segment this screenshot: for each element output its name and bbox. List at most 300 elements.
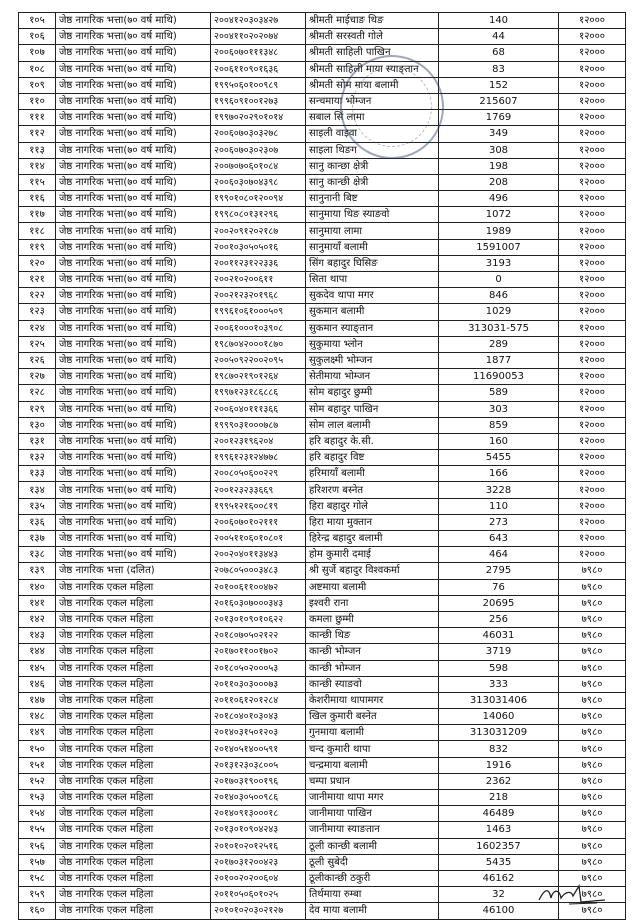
table-row [19,417,626,433]
serial-number-cell: १३९ [19,563,56,579]
amount-cell: ७९८० [559,903,626,919]
amount-cell: १२००० [559,547,626,563]
table-row [19,369,626,385]
table-row [19,790,626,806]
account-number-cell: 859 [439,417,559,433]
account-number-cell: 76 [439,579,559,595]
serial-number-cell: १४२ [19,611,56,627]
serial-number-cell: ११८ [19,223,56,239]
serial-number-cell: ११२ [19,126,56,142]
table-row [19,741,626,757]
account-number-cell: 218 [439,790,559,806]
table-row [19,498,626,514]
citizenship-number-cell: १९९५१२१६००८१९ [211,498,306,514]
amount-cell: १२००० [559,142,626,158]
amount-cell: १२००० [559,482,626,498]
beneficiary-name-cell: सुकुलक्ष्मी भोम्जन [306,352,439,368]
account-number-cell: 1072 [439,207,559,223]
category-cell: जेष्ठ नागरिक भत्ता(७० वर्ष माथि) [56,77,211,93]
account-number-cell: 208 [439,174,559,190]
account-number-cell: 1916 [439,757,559,773]
category-cell: जेष्ठ नागरिक भत्ता(७० वर्ष माथि) [56,385,211,401]
citizenship-number-cell: २०१६०३०७०००३४३ [211,595,306,611]
category-cell: जेष्ठ नागरिक भत्ता(७० वर्ष माथि) [56,207,211,223]
serial-number-cell: १४९ [19,725,56,741]
amount-cell: १२००० [559,255,626,271]
citizenship-number-cell: २००१०३०५०५०१६ [211,239,306,255]
table-row [19,385,626,401]
amount-cell: १२००० [559,450,626,466]
serial-number-cell: १५४ [19,806,56,822]
account-number-cell: 68 [439,45,559,61]
serial-number-cell: १२८ [19,385,56,401]
serial-number-cell: १२९ [19,401,56,417]
category-cell: जेष्ठ नागरिक भत्ता(७० वर्ष माथि) [56,45,211,61]
table-row [19,611,626,627]
beneficiary-name-cell: सेतीमाया भोम्जन [306,369,439,385]
beneficiary-name-cell: सानुमाया थिङ स्याङवो [306,207,439,223]
amount-cell: १२००० [559,158,626,174]
citizenship-number-cell: २००२०४०११३४४३ [211,547,306,563]
beneficiary-name-cell: सबाल सिं लामा [306,110,439,126]
table-row [19,725,626,741]
citizenship-number-cell: २००६११०९०१६३६ [211,61,306,77]
citizenship-number-cell: २०१७०११००१७०२ [211,644,306,660]
category-cell: जेष्ठ नागरिक भत्ता(७० वर्ष माथि) [56,482,211,498]
table-row [19,433,626,449]
table-row [19,304,626,320]
beneficiary-name-cell: सन्चमाया भोम्जन [306,93,439,109]
category-cell: जेष्ठ नागरिक एकल महिला [56,773,211,789]
table-row [19,158,626,174]
account-number-cell: 303 [439,401,559,417]
account-number-cell: 46100 [439,903,559,919]
account-number-cell: 589 [439,385,559,401]
citizenship-number-cell: २०१०१०२०१२५१६ [211,838,306,854]
beneficiary-name-cell: ठूली कान्छी बलामी [306,838,439,854]
account-number-cell: 349 [439,126,559,142]
citizenship-number-cell: २०१८०४०१०३०४३ [211,709,306,725]
category-cell: जेष्ठ नागरिक एकल महिला [56,579,211,595]
beneficiary-name-cell: सुकुमाया भ्लोन [306,336,439,352]
serial-number-cell: १५५ [19,822,56,838]
account-number-cell: 289 [439,336,559,352]
category-cell: जेष्ठ नागरिक एकल महिला [56,611,211,627]
category-cell: जेष्ठ नागरिक भत्ता(७० वर्ष माथि) [56,61,211,77]
serial-number-cell: १४५ [19,660,56,676]
amount-cell: ७९८० [559,790,626,806]
table-row [19,352,626,368]
citizenship-number-cell: २००४११०२०२०७४ [211,29,306,45]
table-row [19,93,626,109]
table-row [19,207,626,223]
citizenship-number-cell: २००४१२०३०३४२७ [211,13,306,29]
table-row [19,45,626,61]
table-row [19,692,626,708]
citizenship-number-cell: २०११०६१२०१२८४ [211,692,306,708]
account-number-cell: 1877 [439,352,559,368]
serial-number-cell: १५२ [19,773,56,789]
serial-number-cell: ११५ [19,174,56,190]
amount-cell: १२००० [559,320,626,336]
signature-mark [535,878,615,908]
amount-cell: १२००० [559,93,626,109]
beneficiary-name-cell: चम्पा प्रधान [306,773,439,789]
table-row [19,822,626,838]
citizenship-number-cell: २०१३०१०९०४२४३ [211,822,306,838]
beneficiary-name-cell: जानीमाया पाखिन [306,806,439,822]
serial-number-cell: १२७ [19,369,56,385]
citizenship-number-cell: २००२०९१२०२१८७ [211,223,306,239]
serial-number-cell: १६० [19,903,56,919]
serial-number-cell: १३५ [19,498,56,514]
beneficiary-name-cell: सोम बहादुर छुम्मी [306,385,439,401]
category-cell: जेष्ठ नागरिक भत्ता(७० वर्ष माथि) [56,13,211,29]
amount-cell: ७९८० [559,854,626,870]
serial-number-cell: १२६ [19,352,56,368]
account-number-cell: 3719 [439,644,559,660]
account-number-cell: 44 [439,29,559,45]
citizenship-number-cell: २००६१०००१०३९०८ [211,320,306,336]
amount-cell: १२००० [559,369,626,385]
category-cell: जेष्ठ नागरिक भत्ता(७० वर्ष माथि) [56,352,211,368]
citizenship-number-cell: २०१४०३०५००९८६ [211,790,306,806]
category-cell: जेष्ठ नागरिक एकल महिला [56,595,211,611]
amount-cell: १२००० [559,288,626,304]
beneficiary-name-cell: सानुमाया लामा [306,223,439,239]
table-row [19,757,626,773]
beneficiary-name-cell: सुकमान स्याङ्तान [306,320,439,336]
category-cell: जेष्ठ नागरिक एकल महिला [56,709,211,725]
amount-cell: ७९८० [559,676,626,692]
table-row [19,320,626,336]
serial-number-cell: ११० [19,93,56,109]
amount-cell: १२००० [559,433,626,449]
beneficiary-name-cell: तिर्थमाया रुम्बा [306,887,439,903]
amount-cell: १२००० [559,110,626,126]
beneficiary-name-cell: सानुनानी बिष्ट [306,191,439,207]
citizenship-number-cell: २००५०९२२००२०९५ [211,352,306,368]
category-cell: जेष्ठ नागरिक भत्ता(७० वर्ष माथि) [56,498,211,514]
table-row [19,806,626,822]
amount-cell: १२००० [559,13,626,29]
beneficiary-name-cell: सोम बहादुर पाखिन [306,401,439,417]
serial-number-cell: ११४ [19,158,56,174]
citizenship-number-cell: १९९०१०८०१२००९४ [211,191,306,207]
table-row [19,466,626,482]
amount-cell: १२००० [559,207,626,223]
beneficiary-name-cell: चन्द कुमारी थापा [306,741,439,757]
citizenship-number-cell: १९९८०८०१३१२९६ [211,207,306,223]
serial-number-cell: १०९ [19,77,56,93]
account-number-cell: 333 [439,676,559,692]
amount-cell: १२००० [559,239,626,255]
beneficiary-name-cell: देव माया बलामी [306,903,439,919]
serial-number-cell: १०८ [19,61,56,77]
amount-cell: १२००० [559,466,626,482]
account-number-cell: 14060 [439,709,559,725]
beneficiary-name-cell: कान्छी थिङ [306,628,439,644]
serial-number-cell: १४४ [19,644,56,660]
serial-number-cell: १३३ [19,466,56,482]
category-cell: जेष्ठ नागरिक एकल महिला [56,854,211,870]
amount-cell: ७९८० [559,757,626,773]
citizenship-number-cell: २०१८०७०५०२१२२ [211,628,306,644]
account-number-cell: 152 [439,77,559,93]
account-number-cell: 160 [439,433,559,449]
table-row [19,272,626,288]
table-row [19,239,626,255]
citizenship-number-cell: १९९६१२३१२४७७८ [211,450,306,466]
beneficiary-name-cell: केशरीमाया थापामगर [306,692,439,708]
citizenship-number-cell: २००६०७०३०३२७८ [211,126,306,142]
serial-number-cell: १२२ [19,288,56,304]
category-cell: जेष्ठ नागरिक एकल महिला [56,903,211,919]
account-number-cell: 313031406 [439,692,559,708]
serial-number-cell: १२५ [19,336,56,352]
account-number-cell: 308 [439,142,559,158]
citizenship-number-cell: १९९६०९१००१२७३ [211,93,306,109]
category-cell: जेष्ठ नागरिक भत्ता(७० वर्ष माथि) [56,320,211,336]
serial-number-cell: १२० [19,255,56,271]
beneficiary-name-cell: श्रीमती साहिली माया स्याङ्तान [306,61,439,77]
account-number-cell: 0 [439,272,559,288]
citizenship-number-cell: २००६०७०१११३४८ [211,45,306,61]
amount-cell: १२००० [559,45,626,61]
account-number-cell: 313031-575 [439,320,559,336]
beneficiary-name-cell: श्रीमती साहिली पाखिन [306,45,439,61]
serial-number-cell: १३२ [19,450,56,466]
citizenship-number-cell: २०१४०३१५०१२०३ [211,725,306,741]
citizenship-number-cell: १९९७१२३१८६८८६ [211,385,306,401]
beneficiary-name-cell: अष्टमाया बलामी [306,579,439,595]
account-number-cell: 273 [439,514,559,530]
serial-number-cell: १४३ [19,628,56,644]
amount-cell: ७९८० [559,709,626,725]
serial-number-cell: १५७ [19,854,56,870]
category-cell: जेष्ठ नागरिक एकल महिला [56,806,211,822]
category-cell: जेष्ठ नागरिक भत्ता(७० वर्ष माथि) [56,417,211,433]
amount-cell: ७९८० [559,563,626,579]
account-number-cell: 140 [439,13,559,29]
account-number-cell: 464 [439,547,559,563]
serial-number-cell: १५१ [19,757,56,773]
table-row [19,482,626,498]
beneficiary-name-cell: श्रीमती सरस्वती गोले [306,29,439,45]
table-row [19,29,626,45]
amount-cell: ७९८० [559,692,626,708]
table-row [19,676,626,692]
beneficiary-name-cell: जानीमाया स्याङतान [306,822,439,838]
account-number-cell: 215607 [439,93,559,109]
citizenship-number-cell: २०१७०३१२००४२३ [211,854,306,870]
account-number-cell: 1989 [439,223,559,239]
serial-number-cell: १०७ [19,45,56,61]
beneficiary-name-cell: हिरा माया मुक्तान [306,514,439,530]
citizenship-number-cell: २०१४०५१४००५९१ [211,741,306,757]
table-row [19,223,626,239]
citizenship-number-cell: १९९७०२०२९०१०१४ [211,110,306,126]
category-cell: जेष्ठ नागरिक भत्ता(७० वर्ष माथि) [56,255,211,271]
table-row [19,126,626,142]
account-number-cell: 1602357 [439,838,559,854]
category-cell: जेष्ठ नागरिक भत्ता(७० वर्ष माथि) [56,126,211,142]
beneficiary-name-cell: कान्छी भोम्जन [306,644,439,660]
beneficiary-name-cell: कमला छुम्मी [306,611,439,627]
citizenship-number-cell: २००५११०६०१०८०१ [211,531,306,547]
account-number-cell: 32 [439,887,559,903]
beneficiary-name-cell: कान्छी भोम्जन [306,660,439,676]
citizenship-number-cell: २०१००६११००४७२ [211,579,306,595]
category-cell: जेष्ठ नागरिक भत्ता(७० वर्ष माथि) [56,401,211,417]
amount-cell: ७९८० [559,773,626,789]
citizenship-number-cell: १९९५०६०१००९८९ [211,77,306,93]
beneficiary-name-cell: हिरेन्द्र बहादुर बलामी [306,531,439,547]
beneficiary-name-cell: ठूलीकान्छी ठकुरी [306,870,439,886]
table-row [19,595,626,611]
amount-cell: १२००० [559,29,626,45]
beneficiary-name-cell: चन्द्रमाया बलामी [306,757,439,773]
table-row [19,142,626,158]
account-number-cell: 313031209 [439,725,559,741]
amount-cell: ७९८० [559,579,626,595]
category-cell: जेष्ठ नागरिक भत्ता(७० वर्ष माथि) [56,369,211,385]
serial-number-cell: १४१ [19,595,56,611]
amount-cell: १२००० [559,531,626,547]
table-row [19,191,626,207]
beneficiary-name-cell: सिंग बहादुर घिसिङ [306,255,439,271]
category-cell: जेष्ठ नागरिक एकल महिला [56,644,211,660]
beneficiary-name-cell: सोम लाल बलामी [306,417,439,433]
category-cell: जेष्ठ नागरिक भत्ता(७० वर्ष माथि) [56,158,211,174]
account-number-cell: 1463 [439,822,559,838]
account-number-cell: 46489 [439,806,559,822]
citizenship-number-cell: १९८७०४२०००१८७० [211,336,306,352]
citizenship-number-cell: २०१३०१०९०१०६२२ [211,611,306,627]
category-cell: जेष्ठ नागरिक भत्ता(७० वर्ष माथि) [56,110,211,126]
citizenship-number-cell: २००११२३१२२३३६ [211,255,306,271]
category-cell: जेष्ठ नागरिक एकल महिला [56,822,211,838]
amount-cell: १२००० [559,336,626,352]
amount-cell: १२००० [559,304,626,320]
account-number-cell: 5455 [439,450,559,466]
citizenship-number-cell: २०१४०९१३०००१८ [211,806,306,822]
account-number-cell: 1029 [439,304,559,320]
account-number-cell: 46162 [439,870,559,886]
amount-cell: १२००० [559,223,626,239]
beneficiary-name-cell: साइली वाइवा [306,126,439,142]
table-row [19,563,626,579]
category-cell: जेष्ठ नागरिक एकल महिला [56,660,211,676]
citizenship-number-cell: २००६०४०१११३६६ [211,401,306,417]
beneficiary-name-cell: श्रीमती माईचाङ थिङ [306,13,439,29]
beneficiary-name-cell: हरि बहादुर के.सी. [306,433,439,449]
account-number-cell: 11690053 [439,369,559,385]
citizenship-number-cell: २००८०५०६००२२९ [211,466,306,482]
category-cell: जेष्ठ नागरिक भत्ता(७० वर्ष माथि) [56,466,211,482]
amount-cell: ७९८० [559,628,626,644]
beneficiary-name-cell: गुनमाया बलामी [306,725,439,741]
citizenship-number-cell: २००१२३२३३६६९ [211,482,306,498]
category-cell: जेष्ठ नागरिक एकल महिला [56,790,211,806]
category-cell: जेष्ठ नागरिक भत्ता(७० वर्ष माथि) [56,272,211,288]
table-row [19,288,626,304]
serial-number-cell: १२३ [19,304,56,320]
table-row [19,773,626,789]
account-number-cell: 2795 [439,563,559,579]
serial-number-cell: १५३ [19,790,56,806]
category-cell: जेष्ठ नागरिक भत्ता(७० वर्ष माथि) [56,531,211,547]
beneficiary-name-cell: खिल कुमारी बस्नेत [306,709,439,725]
citizenship-number-cell: २०११०५०६०१०२५ [211,887,306,903]
account-number-cell: 2362 [439,773,559,789]
amount-cell: ७९८० [559,611,626,627]
serial-number-cell: १४० [19,579,56,595]
serial-number-cell: १५८ [19,870,56,886]
account-number-cell: 83 [439,61,559,77]
category-cell: जेष्ठ नागरिक एकल महिला [56,628,211,644]
amount-cell: १२००० [559,417,626,433]
table-row [19,255,626,271]
table-row [19,579,626,595]
beneficiary-name-cell: होम कुमारी दमाई [306,547,439,563]
amount-cell: ७९८० [559,838,626,854]
beneficiary-name-cell: सानु कान्छी क्षेत्री [306,174,439,190]
beneficiary-name-cell: सिता थापा [306,272,439,288]
account-number-cell: 5435 [439,854,559,870]
citizenship-number-cell: २००२१०२००६११ [211,272,306,288]
category-cell: जेष्ठ नागरिक भत्ता(७० वर्ष माथि) [56,433,211,449]
citizenship-number-cell: २०१०१०२०३०२१२७ [211,903,306,919]
table-row [19,401,626,417]
amount-cell: १२००० [559,401,626,417]
table-row [19,61,626,77]
table-row [19,13,626,29]
table-row [19,77,626,93]
category-cell: जेष्ठ नागरिक एकल महिला [56,692,211,708]
amount-cell: १२००० [559,514,626,530]
amount-cell: ७९८० [559,725,626,741]
category-cell: जेष्ठ नागरिक भत्ता(७० वर्ष माथि) [56,514,211,530]
table-row [19,531,626,547]
account-number-cell: 3228 [439,482,559,498]
account-number-cell: 1591007 [439,239,559,255]
table-row [19,336,626,352]
citizenship-number-cell: २००६०३०७०४३९८ [211,174,306,190]
category-cell: जेष्ठ नागरिक भत्ता(७० वर्ष माथि) [56,336,211,352]
beneficiary-name-cell: हरिमायाँ बलामी [306,466,439,482]
serial-number-cell: ११७ [19,207,56,223]
amount-cell: ७९८० [559,644,626,660]
serial-number-cell: ११६ [19,191,56,207]
table-row [19,450,626,466]
beneficiary-name-cell: सानुमायाँ बलामी [306,239,439,255]
citizenship-number-cell: १९९९०३१०००७८७ [211,417,306,433]
serial-number-cell: १११ [19,110,56,126]
category-cell: जेष्ठ नागरिक भत्ता(७० वर्ष माथि) [56,174,211,190]
beneficiary-name-cell: इश्वरी राना [306,595,439,611]
amount-cell: ७९८० [559,822,626,838]
category-cell: जेष्ठ नागरिक एकल महिला [56,741,211,757]
serial-number-cell: १३६ [19,514,56,530]
beneficiary-name-cell: सानु कान्छा क्षेत्री [306,158,439,174]
category-cell: जेष्ठ नागरिक भत्ता(७० वर्ष माथि) [56,547,211,563]
category-cell: जेष्ठ नागरिक एकल महिला [56,870,211,886]
citizenship-number-cell: २०१३१२३०३८००५ [211,757,306,773]
amount-cell: १२००० [559,385,626,401]
amount-cell: १२००० [559,352,626,368]
citizenship-number-cell: २०१००२०२००६०४ [211,870,306,886]
